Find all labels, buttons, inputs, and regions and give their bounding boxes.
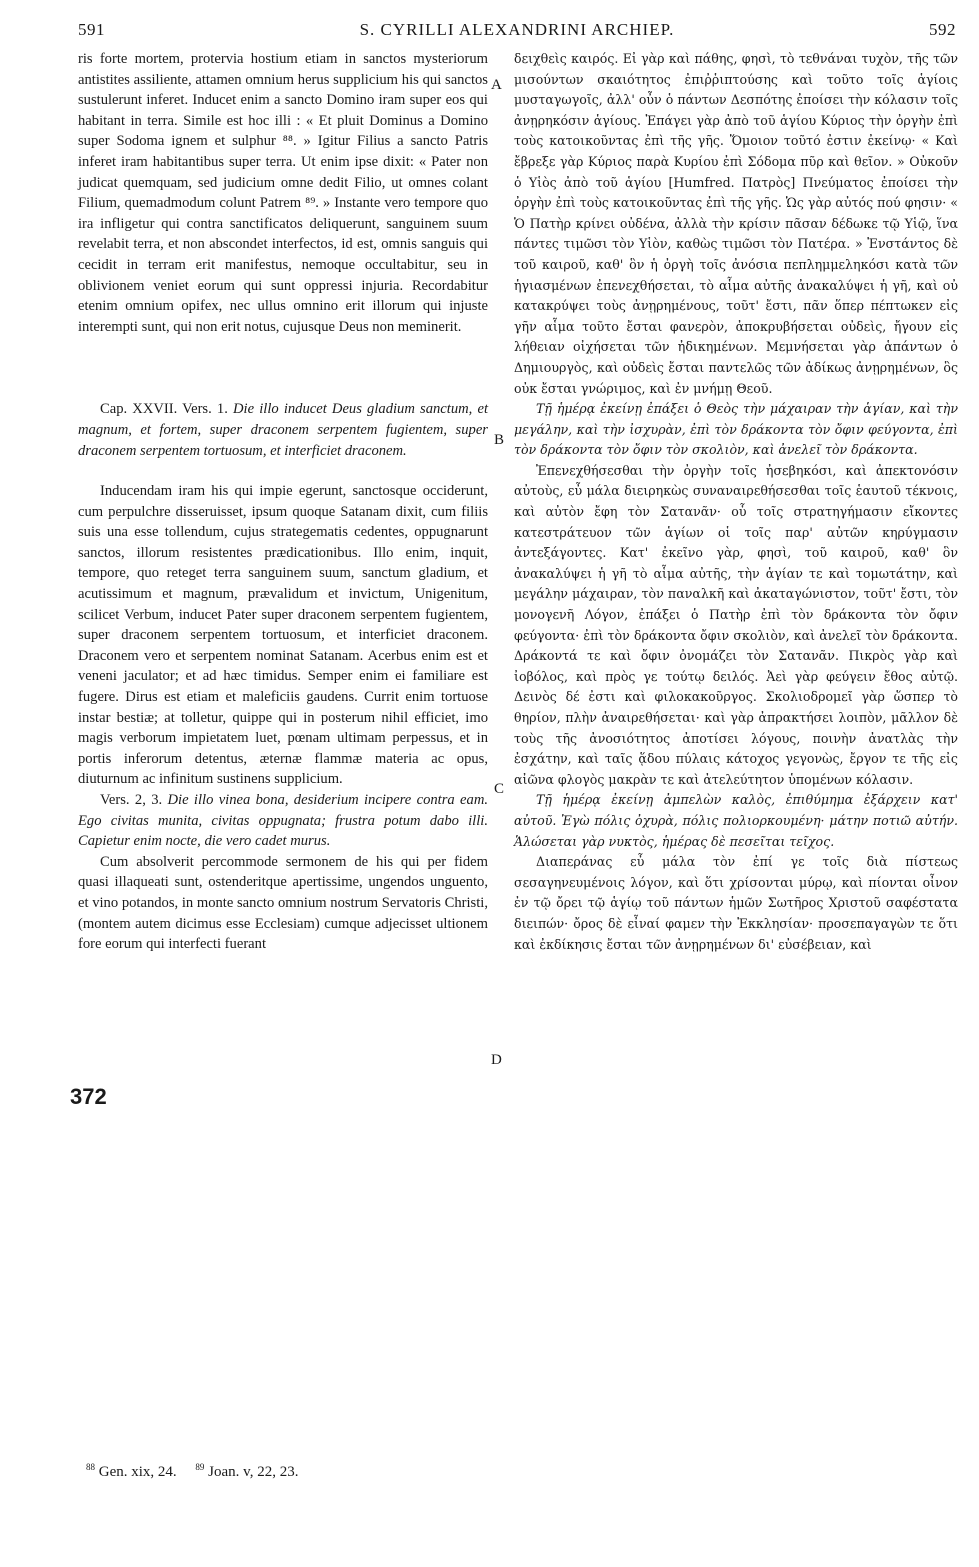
footnote-89-text: Joan. v, 22, 23. [204, 1464, 299, 1480]
page-number-left: 591 [78, 20, 105, 39]
greek-paragraph-3: Διαπεράνας εὖ μάλα τὸν ἐπί γε τοῖς διὰ πίστεως σεσαγηνευμένοις λόγον, καὶ ὅτι χρίσονται μύρῳ, καὶ πίονται οἶνον ἐν τῷ ὄρει τῷ ἁγίῳ τοῦ πάντων ἡμῶν Σωτῆρος Χριστοῦ σαφέστατα διειπών· ὄρος δὲ εἶναί φαμεν τὴν Ἐκκλησίαν· προσεπαγαγὼν τε ὅτι καὶ ἐκδίκησις ἔσται τῶν ἀνῃρημένων δι' εὐσέβειαν, καὶ [514, 854, 958, 952]
margin-page-number: 372 [70, 1084, 107, 1109]
latin-paragraph-1: ris forte mortem, protervia hostium etiam in sanctos mysteriorum antistites assiliente, attamen omnium herus supplicium his qui sanctos sustulerunt inferet. Inducet enim a sancto Domino iram super eos qui habitant in terra. Simile est hoc illi : « Et pluit Dominus a Domino super Sodoma ignem et sulphur ⁸⁸. » Igitur Filius a sancto Patris inferet iram habitantibus super terra. Ut enim ipse dixit: « Pater non judicat quemquam, sed judicium omne dedit Filio, ut omnes colant Filium, quemadmodum colunt Patrem ⁸⁹. » Instante vero tempore quo ira infligetur qui contra sanctificatos deliquerunt, sanguinem suum revelabit terra, et non abscondet interfectos, id est, omnis sanguis qui cecidit in terram erit manifestus, nemoque occultabitur, seu in oblivionem veniet eorum qui sunt oppressi injuria. Recordabitur etenim omnium opifex, nec ullus omnino erit illorum qui injuste interempti sunt, qui non erit notus, cujusque Deus non meminerit. [78, 51, 488, 335]
margin-letter-a: A [491, 77, 502, 93]
greek-verse-heading: Τῇ ἡμέρᾳ ἐκείνῃ ἀμπελὼν καλὸς, ἐπιθύμημα ἐξάρχειν κατ' αὐτοῦ. Ἐγὼ πόλις ὀχυρὰ, πόλις πολιορκουμένη· μάτην ποτιῶ αὐτήν. Ἁλώσεται γὰρ νυκτὸς, ἡμέρας δὲ πεσεῖται τεῖχος. [514, 792, 958, 849]
margin-letter-d: D [491, 1052, 502, 1068]
footnote-88-mark: 88 [86, 1462, 95, 1472]
running-title: S. CYRILLI ALEXANDRINI ARCHIEP. [359, 20, 675, 39]
greek-column [514, 49, 958, 955]
latin-chapter-heading [78, 399, 488, 461]
latin-verse-label: Vers. 2, 3. [100, 792, 163, 808]
page-number-right: 592 [929, 20, 956, 39]
greek-chapter-heading: Τῇ ἡμέρᾳ ἐκείνῃ ἐπάξει ὁ Θεὸς τὴν μάχαιραν τὴν ἁγίαν, καὶ τὴν μεγάλην, καὶ τὴν ἰσχυρὰν, ἐπὶ τὸν δράκοντα τὸν ὄφιν φεύγοντα, ἐπὶ τὸν δράκοντα τὸν ὄφιν τὸν σκολιὸν, καὶ ἀνελεῖ τὸν δράκοντα. [514, 401, 958, 458]
footnote-89-mark: 89 [195, 1462, 205, 1472]
latin-paragraph-2: Inducendam iram his qui impie egerunt, sanctosque occiderunt, cum perpulchre disseruisset, ipsum quoque Satanam dixit, cum filiis suis una esse tollendum, cujus strategematis cedentes, oppugnarunt sanctos, illorum resistentes prædicationibus. Illo enim, inquit, tempore, quo reteget terra sanguinem suum, sanctum gladium, et acutissimum et magnum, prævalidum et invictum, Unigenitum, scilicet Verbum, inducet Pater super draconem serpentem fugientem, super draconem serpentem tortuosum, et interficiet draconem. Draconem vero et serpentem nominat Satanam. Acerbus enim est et veneni jaculator; et ad hæc timidus. Semper enim ei familiare est fugere. Dirus est etiam et maleficiis gaudens. Currit enim tortuose instar bestiæ; at tolletur, quippe qui in posterum nihil efficiet, imo magis verborum impietatem luet, pœnam ultimam perpessus, et in portis inferorum detentus, æternæ flammæ materia ac opus, diuturnum ac infinitum sustinens supplicium. [78, 483, 488, 788]
greek-paragraph-2: Ἐπενεχθήσεσθαι τὴν ὀργὴν τοῖς ἠσεβηκόσι, καὶ ἀπεκτονόσιν αὐτοὺς, εὖ μάλα διειρηκὼς συναναιρεθήσεσθαι τοῖς ἑαυτοῦ τέκνοις, καὶ αὐτὸν ἔφη τὸν Σατανᾶν· οὗ τοῖς στρατηγήμασιν εἴκοντες κατεστράτευον τῶν ἁγίων οἱ τοῖς παρ' αὐτῶν κηρύγμασιν ἀντεξάγοντες. Κατ' ἐκεῖνο γὰρ, φησὶ, τοῦ καιροῦ, καθ' ὃν ἀνακαλύψει ἡ γῆ τὸ αἷμα αὐτῆς, τὴν ἁγίαν τε καὶ τομωτάτην, καὶ μεγάλην μάχαιραν, τὸν παναλκῆ καὶ ἀκαταγώνιστον, τοῦτ' ἔστι, τὸν μονογενῆ Λόγον, ἐπάξει ὁ Πατὴρ ἐπὶ τὸν δράκοντα τὸν ὄφιν φεύγοντα· ἐπὶ τὸν δράκοντα ὄφιν σκολιὸν, καὶ ἀνελεῖ τὸν δράκοντα. Δράκοντά τε καὶ ὄφιν ὀνομάζει τὸν Σατανᾶν. Πικρὸς γὰρ καὶ ἰοβόλος, καὶ πρὸς γε τούτῳ δειλός. Ἀεὶ γὰρ φεύγειν ἔθος αὐτῷ. Δεινὸς δέ ἐστι καὶ φιλοκακοῦργος. Σκολιοδρομεῖ γὰρ ὥσπερ τὸ θηρίον, πλὴν ἀναιρεθήσεται· καὶ γὰρ ἀπρακτήσει λοιπὸν, μᾶλλον δὲ τοὺς τῆς ἀνοσιότητος ἀποτίσει λόγους, ποινὴν ἀνατλὰς τὴν ἐσχάτην, καὶ ταῖς ᾅδου πύλαις κάτοχος γεγονὼς, ἔργον τε τῆς εἰς αἰῶνα φλογὸς μακρὰν τε καὶ ἀτελεύτητον ὑπομένων κόλασιν. [514, 462, 958, 787]
latin-verse-heading [78, 790, 488, 852]
latin-chapter-label: Cap. XXVII. Vers. 1. [100, 401, 228, 418]
latin-chapter-text: Die illo inducet Deus gladium sanctum, et magnum, et fortem, super draconem serpentem fugientem, super draconem serpentem tortuosum, et interficiet draconem. [78, 401, 488, 459]
latin-paragraph-3: Cum absolverit percommode sermonem de his qui per fidem quasi illaqueati sunt, ostenderitque apertissime, ungendos unguento, et vino potandos, in monte sancto omnium nostrum Servatoris Christi, (montem autem dicimus esse Ecclesiam) cumque adjecisset ultionem fore eorum qui interfecti fuerant [78, 853, 488, 953]
footnote-88-text: Gen. xix, 24. [95, 1464, 177, 1480]
latin-verse-text: Die illo vinea bona, desiderium incipere contra eam. Ego civitas munita, civitas oppugnata; frustra potum dabo illi. Capietur enim nocte, die vero cadet murus. [78, 792, 489, 850]
latin-column [78, 49, 488, 955]
margin-letter-b: B [494, 432, 505, 448]
running-header [78, 20, 956, 46]
greek-paragraph-1: δειχθεὶς καιρός. Εἰ γὰρ καὶ πάθης, φησὶ, τὸ τεθνάναι τυχὸν, τῆς τῶν μισούντων σκαιότητος ἐπιῤῥιπτούσης καὶ τοῦτο τοῖς ἁγίοις μυσταγωγοῖς, ἀλλ' οὖν ὁ πάντων Δεσπότης ἐποίσει τὴν κόλασιν τοῖς ἀνῃρηκόσιν ἁγίους. Ἐπάγει γὰρ ἀπὸ τοῦ ἁγίου Κύριος τὴν ὀργὴν ἐπὶ τοὺς κατοικοῦντας ἐπὶ τῆς γῆς. Ὅμοιον τοῦτό ἐστιν ἐκείνῳ· « Καὶ ἔβρεξε γὰρ Κύριος παρὰ Κυρίου ἐπὶ Σόδομα πῦρ καὶ θεῖον. » Οὐκοῦν ὁ Υἱὸς ἀπὸ τοῦ ἁγίου [Humfred. Πατρὸς] Πνεύματος ἐποίσει τὴν ὀργὴν ἐπὶ τοὺς κατοικοῦντας ἐπὶ τῆς γῆς. Ὡς γὰρ αὐτός πού φησιν· « Ὁ Πατὴρ κρίνει οὐδένα, ἀλλὰ τὴν κρίσιν πᾶσαν δέδωκε τῷ Υἱῷ, ἵνα πάντες τιμῶσι τὸν Υἱὸν, καθὼς τιμῶσι τὸν Πατέρα. » Ἐνστάντος δὲ τοῦ καιροῦ, καθ' ὃν ἡ ὀργὴ τοῖς ἀνόσια πεπλημμεληκόσι κατὰ τῶν ἡγιασμένων ἐπενεχθήσεται, τὸ αἷμα αὐτῆς ἀνακαλύψει ἡ γῆ, καὶ οὐ κατακρύψει τοὺς ἀνῃρημένους, τοῦτ' ἔστι, πᾶν ὅπερ πέπτωκεν εἰς γῆν αἷμα τοῦτο ἔσται φανερὸν, ἀποκρυβήσεται οὐδεὶς, ἤγουν εἰς λήθειαν οἰχήσεται τῶν ἠδικημένων. Μεμνήσεται γὰρ ἁπάντων ὁ Δημιουργὸς, καὶ οὐδεὶς ἔσται παντελῶς τῶν ἀδίκως ἀνῃρημένων, ὃς οὐκ ἔσται γνώριμος, καὶ ἐν μνήμῃ Θεοῦ. [514, 51, 958, 396]
margin-letter-c: C [494, 781, 505, 797]
footnotes [86, 1462, 298, 1481]
